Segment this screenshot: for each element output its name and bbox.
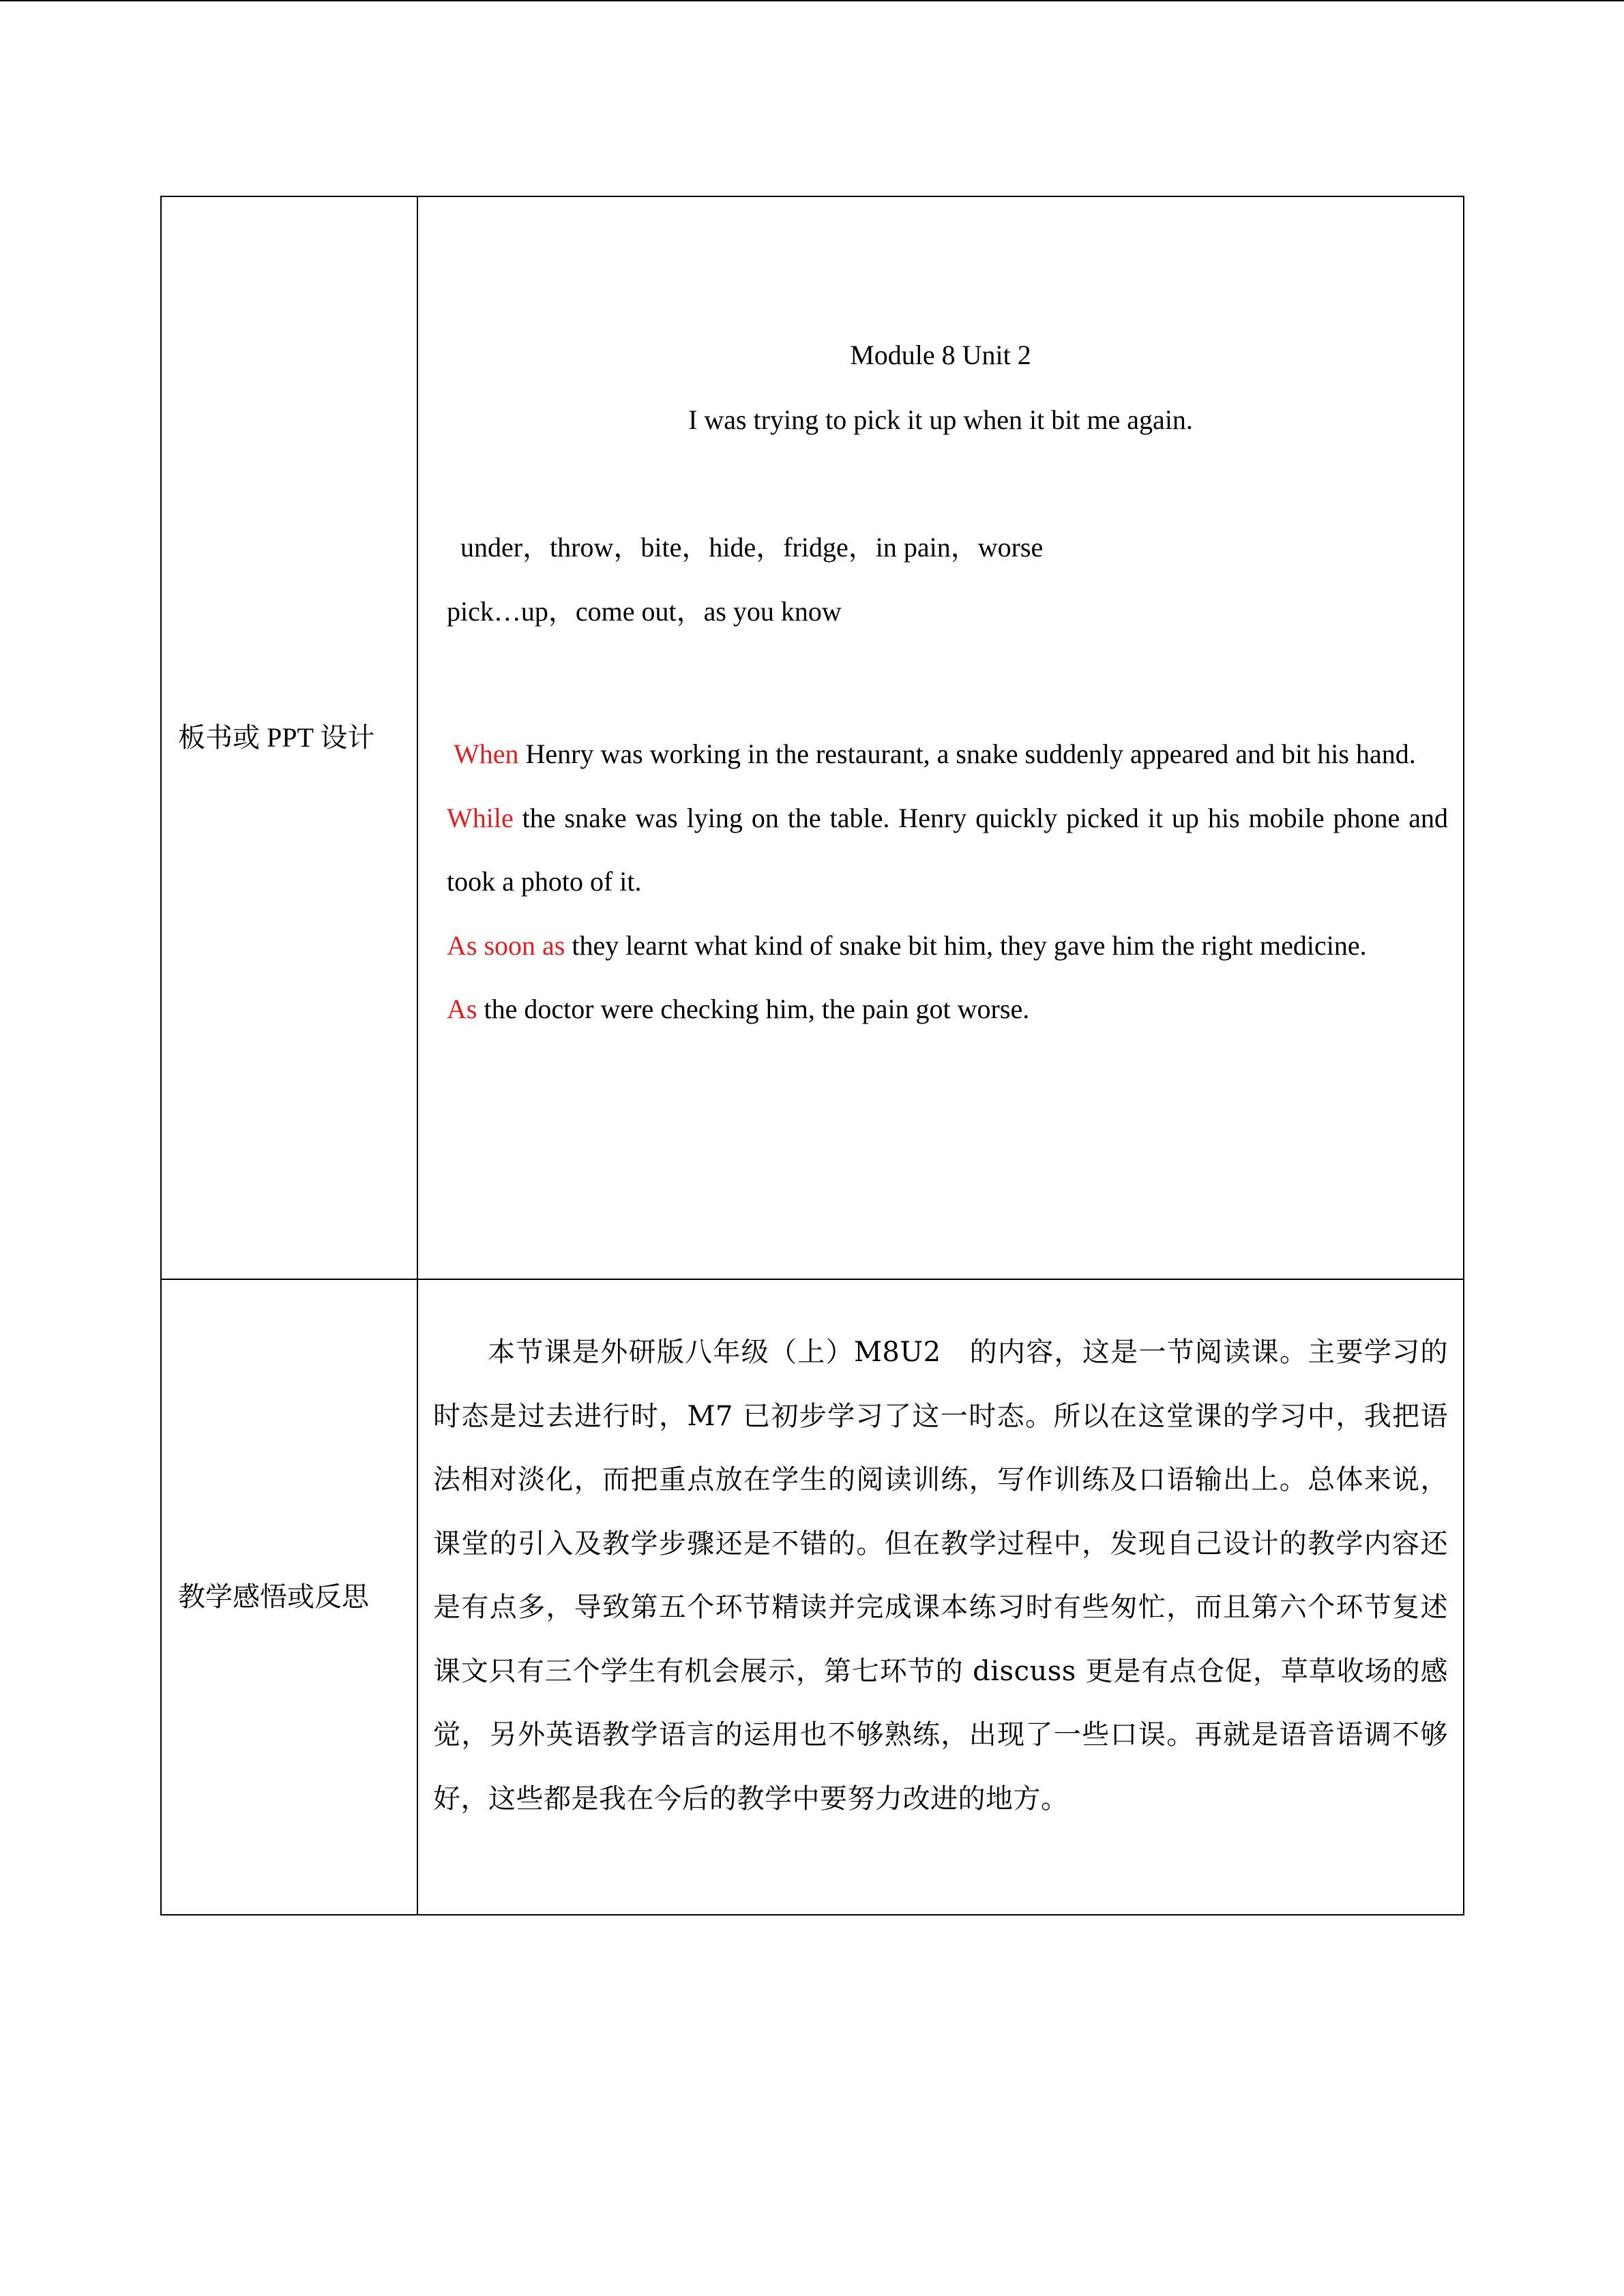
row-label-reflection: 教学感悟或反思 xyxy=(178,1581,369,1612)
table-row-reflection xyxy=(161,1279,1464,1915)
module-title: Module 8 Unit 2 xyxy=(850,340,1031,370)
label-cell-ppt-design xyxy=(161,196,417,1279)
conjunction-keyword: While xyxy=(447,802,514,833)
example-sentence-when xyxy=(447,722,1448,786)
reflection-paragraph: 本节课是外研版八年级（上）M8U2 的内容，这是一节阅读课。主要学习的时态是过去进行时，M7 已初步学习了这一时态。所以在这堂课的学习中，我把语法相对淡化，而把重点放在学生的阅读训练，写作训练及口语输出上。总体来说，课堂的引入及教学步骤还是不错的。但在教学过程中，发现自己设计的教学内容还是有点多，导致第五个环节精读并完成课本练习时有些匆忙，而且第六个环节复述课文只有三个学生有机会展示，第七环节的 discuss 更是有点仓促，草草收场的感觉，另外英语教学语言的运用也不够熟练，出现了一些口误。再就是语音语调不够好，这些都是我在今后的教学中要努力改进的地方。 xyxy=(433,1337,1448,1815)
example-sentence-as xyxy=(447,977,1448,1041)
sentence-text: Henry was working in the restaurant, a snake suddenly appeared and bit his hand. xyxy=(518,739,1416,769)
top-border-line xyxy=(0,0,1624,1)
example-sentence-as-soon-as xyxy=(447,914,1448,978)
sentence-text: the doctor were checking him, the pain got worse. xyxy=(477,994,1030,1024)
reflection-content xyxy=(418,1294,1463,1900)
conjunction-keyword: As soon as xyxy=(447,929,565,961)
unit-subtitle: I was trying to pick it up when it bit me again. xyxy=(688,404,1193,435)
vocabulary-line-phrases: pick…up，come out，as you know xyxy=(447,596,842,627)
table-row-ppt-design xyxy=(161,196,1464,1279)
vocabulary-line-words: under，throw，bite，hide，fridge，in pain，worse xyxy=(460,532,1044,563)
conjunction-keyword: When xyxy=(454,739,519,769)
sentence-text: the snake was lying on the table. Henry quickly picked it up his mobile phone and took a photo of it. xyxy=(447,802,1448,897)
lesson-table xyxy=(160,196,1464,1915)
content-cell-ppt-design xyxy=(417,196,1464,1279)
label-cell-reflection xyxy=(161,1279,417,1915)
conjunction-keyword: As xyxy=(447,994,477,1024)
ppt-design-content xyxy=(418,197,1463,1279)
example-sentence-while xyxy=(447,786,1448,914)
content-cell-reflection xyxy=(417,1279,1464,1915)
row-label-ppt-design: 板书或 PPT 设计 xyxy=(178,722,375,753)
sentence-text: they learnt what kind of snake bit him, they gave him the right medicine. xyxy=(565,929,1367,961)
example-sentences xyxy=(447,722,1448,1041)
